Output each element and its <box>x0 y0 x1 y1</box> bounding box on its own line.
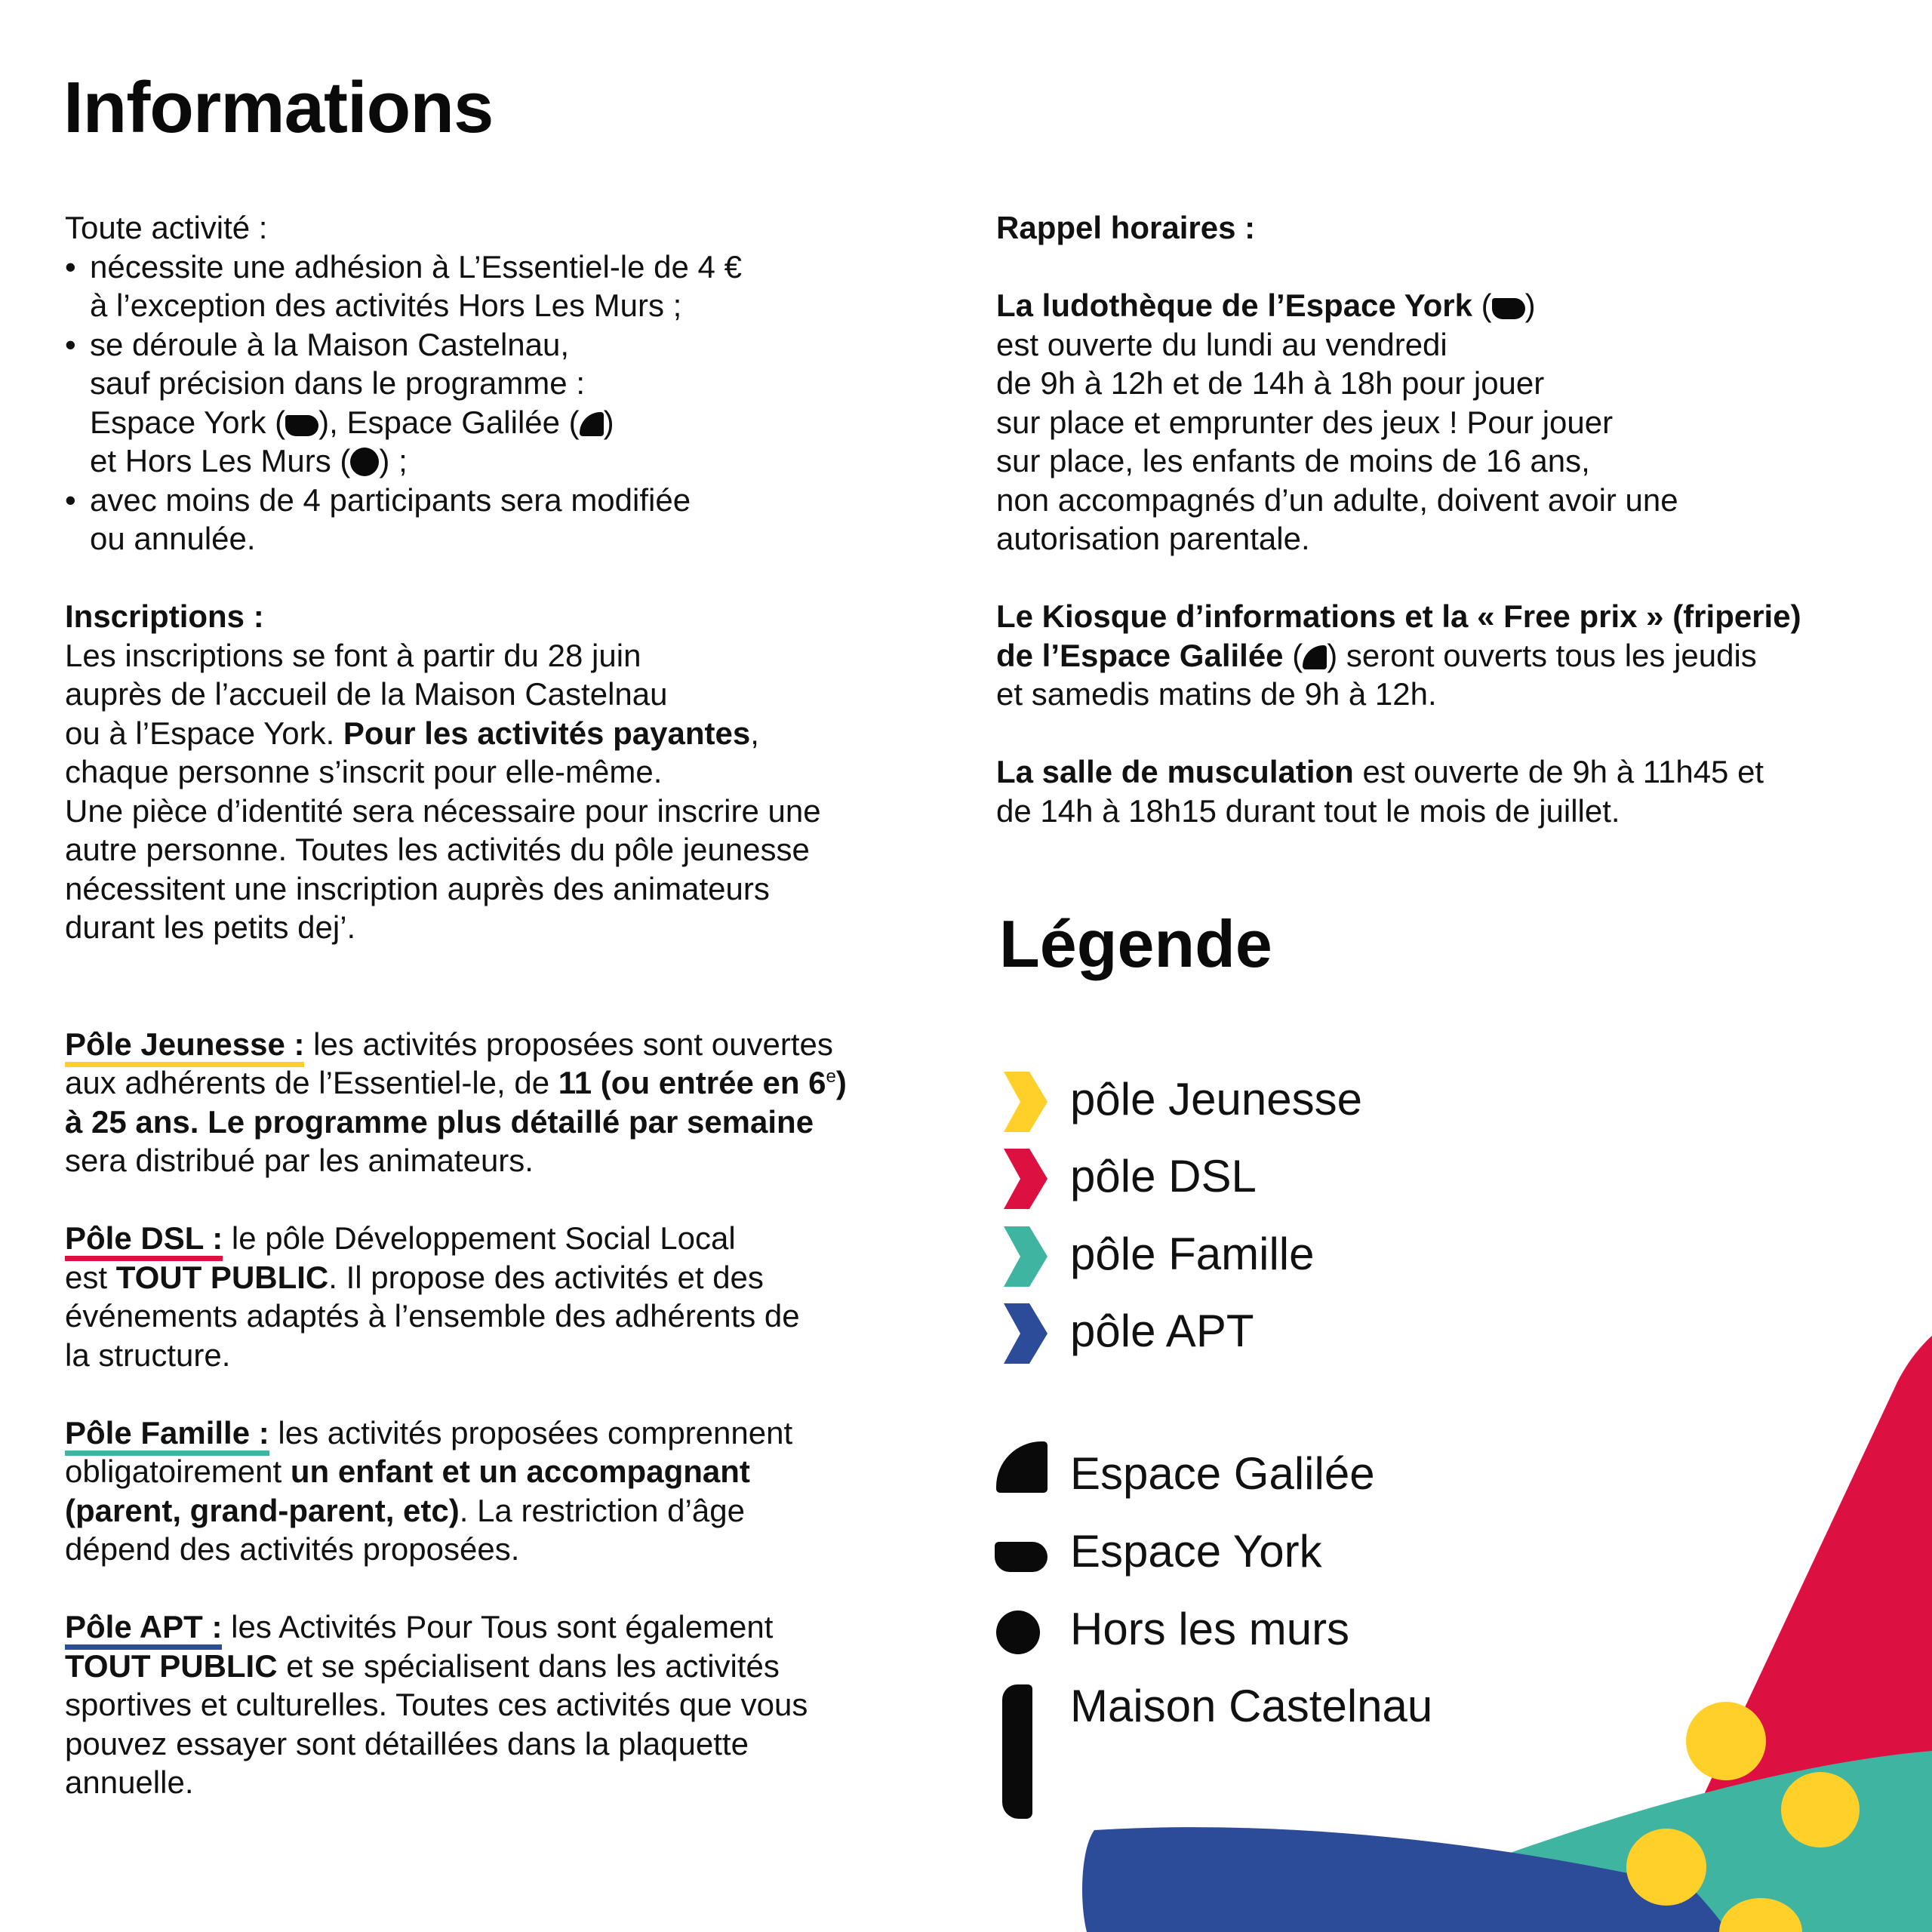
pole-famille-chevron-icon <box>1004 1226 1048 1287</box>
legend-espace-galilee: Espace Galilée <box>1070 1448 1375 1499</box>
legend-pole-dsl: pôle DSL <box>1070 1151 1257 1201</box>
text-line: autorisation parentale. <box>996 521 1310 556</box>
text-fragment: ou à l’Espace York. <box>65 715 343 751</box>
text-fragment: ) <box>1524 288 1536 323</box>
text-fragment: ( <box>1472 288 1492 323</box>
text-fragment: aux adhérents de l’Essentiel-le, de <box>65 1065 558 1100</box>
text-fragment: ) seront ouverts tous les jeudis <box>1327 637 1757 673</box>
text-line: sur place, les enfants de moins de 16 ans, <box>996 443 1590 478</box>
inscriptions-heading: Inscriptions : <box>65 598 264 634</box>
text-fragment: TOUT PUBLIC <box>115 1259 329 1295</box>
espace-york-icon <box>995 1542 1048 1572</box>
text-line: non accompagnés d’un adulte, doivent avoir une <box>996 481 1678 518</box>
text-fragment: les activités proposées sont ouvertes <box>304 1026 833 1062</box>
pole-jeunesse-heading: Pôle Jeunesse : <box>65 1026 304 1067</box>
text-fragment: (parent, grand-parent, etc) <box>65 1492 460 1528</box>
text-line: sera distribué par les animateurs. <box>65 1143 534 1178</box>
bullet: • <box>65 481 76 518</box>
text-line: nécessite une adhésion à L’Essentiel-le de 4 € <box>90 248 742 285</box>
pole-apt-heading: Pôle APT : <box>65 1609 222 1650</box>
text-line: dépend des activités proposées. <box>65 1531 520 1567</box>
text-line: avec moins de 4 participants sera modifiée <box>90 481 691 518</box>
hors-les-murs-icon <box>996 1611 1040 1654</box>
pole-dsl-heading: Pôle DSL : <box>65 1220 223 1261</box>
text-fragment: de l’Espace Galilée <box>996 637 1284 673</box>
text-line: la structure. <box>65 1337 231 1373</box>
text-line: de 9h à 12h et de 14h à 18h pour jouer <box>996 365 1545 401</box>
text-fragment: et se spécialisent dans les activités <box>277 1647 780 1684</box>
text-fragment: ) <box>835 1065 847 1100</box>
text-line: et samedis matins de 9h à 12h. <box>996 676 1437 712</box>
text-fragment: , <box>750 715 759 751</box>
text-line: sauf précision dans le programme : <box>90 365 585 401</box>
text-fragment: obligatoirement <box>65 1454 291 1489</box>
bullet: • <box>65 326 76 362</box>
maison-castelnau-icon <box>1002 1684 1032 1819</box>
pole-dsl-chevron-icon <box>1004 1149 1048 1209</box>
text-fragment: et Hors Les Murs ( <box>90 443 351 478</box>
text-line: autre personne. Toutes les activités du pôle jeunesse <box>65 832 810 867</box>
text-fragment: . La restriction d’âge <box>459 1492 745 1528</box>
text-line: sportives et culturelles. Toutes ces activités que vous <box>65 1687 808 1722</box>
legend-maison-castelnau: Maison Castelnau <box>1070 1681 1433 1731</box>
text-fragment: est <box>65 1259 116 1295</box>
text-fragment: TOUT PUBLIC <box>65 1647 278 1684</box>
legend-espace-york: Espace York <box>1070 1526 1322 1577</box>
text-line: se déroule à la Maison Castelnau, <box>90 326 570 362</box>
yellow-dot <box>1686 1702 1766 1780</box>
legend-pole-jeunesse: pôle Jeunesse <box>1070 1074 1362 1124</box>
text-line: nécessitent une inscription auprès des animateurs <box>65 870 770 906</box>
text-fragment: Pour les activités payantes <box>343 715 751 751</box>
text-line: à 25 ans. Le programme plus détaillé par semaine <box>65 1103 814 1140</box>
text-fragment: ( <box>1283 637 1303 673</box>
page-title: Informations <box>63 67 494 148</box>
pole-famille-heading: Pôle Famille : <box>65 1415 269 1456</box>
text-fragment: le pôle Développement Social Local <box>223 1220 736 1256</box>
text-line: pouvez essayer sont détaillées dans la plaquette <box>65 1725 749 1761</box>
legend-pole-apt: pôle APT <box>1070 1306 1254 1356</box>
text-line: est ouverte du lundi au vendredi <box>996 326 1447 362</box>
text-line: de 14h à 18h15 durant tout le mois de juillet. <box>996 792 1620 829</box>
text-line: chaque personne s’inscrit pour elle-même. <box>65 754 663 789</box>
text-fragment: ) ; <box>379 443 408 478</box>
text-fragment: e <box>826 1066 836 1087</box>
text-fragment: ), Espace Galilée ( <box>318 404 580 440</box>
text-line: ou annulée. <box>90 521 256 556</box>
pole-apt-chevron-icon <box>1004 1303 1048 1364</box>
text-line: à l’exception des activités Hors Les Murs ; <box>90 288 682 323</box>
text-fragment: 11 (ou entrée en 6 <box>558 1065 826 1100</box>
rappel-horaires-heading: Rappel horaires : <box>996 210 1256 245</box>
text-line: Les inscriptions se font à partir du 28 juin <box>65 637 641 673</box>
text-fragment: ) <box>603 404 614 440</box>
legend-pole-famille: pôle Famille <box>1070 1229 1315 1279</box>
yellow-dot <box>1781 1772 1860 1847</box>
musculation-heading: La salle de musculation <box>996 754 1354 789</box>
bullet: • <box>65 248 76 285</box>
text-fragment: . Il propose des activités et des <box>328 1259 764 1295</box>
toute-activite-label: Toute activité : <box>65 210 268 245</box>
text-line: durant les petits dej’. <box>65 909 356 945</box>
text-line: auprès de l’accueil de la Maison Castelnau <box>65 676 668 712</box>
text-fragment: les Activités Pour Tous sont également <box>222 1609 774 1644</box>
text-line: annuelle. <box>65 1764 194 1800</box>
text-line: Une pièce d’identité sera nécessaire pour inscrire une <box>65 792 821 829</box>
ludotheque-heading: La ludothèque de l’Espace York <box>996 288 1472 323</box>
text-fragment: est ouverte de 9h à 11h45 et <box>1353 754 1764 789</box>
text-line: événements adaptés à l’ensemble des adhérents de <box>65 1298 800 1334</box>
kiosque-heading: Le Kiosque d’informations et la « Free prix » (friperie) <box>996 598 1801 634</box>
text-fragment: Espace York ( <box>90 404 286 440</box>
text-line: sur place et emprunter des jeux ! Pour jouer <box>996 404 1614 440</box>
pole-jeunesse-chevron-icon <box>1004 1072 1048 1132</box>
legend-hors-les-murs: Hors les murs <box>1070 1604 1350 1654</box>
legend-title: Légende <box>999 906 1272 981</box>
text-fragment: les activités proposées comprennent <box>269 1414 793 1451</box>
text-fragment: un enfant et un accompagnant <box>290 1454 750 1489</box>
yellow-dot <box>1626 1829 1706 1906</box>
